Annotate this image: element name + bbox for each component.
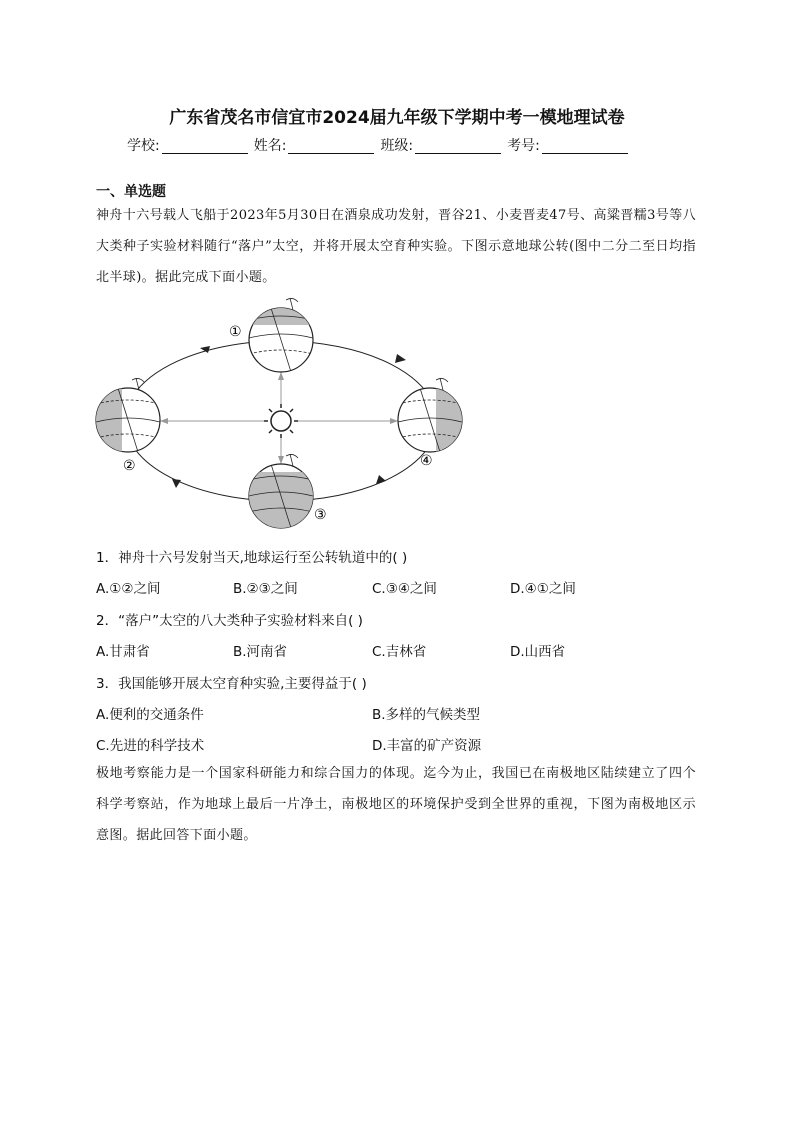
orbit-arrow [172, 479, 181, 488]
intro-paragraph-1: 神舟十六号载人飞船于2023年5月30日在酒泉成功发射，晋谷21、小麦晋麦47号、高粱晋糯3号等八大类种子实验材料随行“落户”太空，并将开展太空育种实验。下图示意地球公转(图中二分二至日均指北半球)。据此完成下面小题。 [96, 208, 696, 285]
earth-revolution-figure [90, 290, 470, 535]
class-label: 班级: [380, 138, 414, 154]
school-blank [162, 137, 248, 154]
question-1-option-c[interactable]: C.③④之间 [372, 581, 437, 597]
student-info-row [127, 135, 634, 155]
figure-label-2: ② [123, 458, 136, 474]
question-1-option-a[interactable]: A.①②之间 [96, 581, 161, 597]
intro-paragraph-2: 极地考察能力是一个国家科研能力和综合国力的体现。迄今为止，我国已在南极地区陆续建立了四个科学考察站，作为地球上最后一片净土，南极地区的环境保护受到全世界的重视，下图为南极地区示意图。据此回答下面小题。 [96, 766, 696, 843]
question-3-option-a[interactable]: A.便利的交通条件 [96, 707, 204, 723]
earth-position-4 [398, 378, 462, 452]
question-1-stem: 1．神舟十六号发射当天,地球运行至公转轨道中的( ) [96, 550, 408, 566]
question-3-option-b[interactable]: B.多样的气候类型 [372, 707, 481, 723]
figure-label-3: ③ [314, 507, 327, 523]
question-2-option-a[interactable]: A.甘肃省 [96, 644, 150, 660]
figure-label-1: ① [229, 324, 242, 340]
earth-position-2 [96, 378, 160, 452]
question-2-stem: 2．“落户”太空的八大类种子实验材料来自( ) [96, 613, 363, 629]
earth-position-1 [249, 298, 313, 372]
name-blank [288, 137, 374, 154]
school-label: 学校: [127, 138, 160, 154]
question-2-option-d[interactable]: D.山西省 [510, 644, 566, 660]
name-label: 姓名: [253, 138, 287, 154]
question-2-option-c[interactable]: C.吉林省 [372, 644, 427, 660]
question-3-option-c[interactable]: C.先进的科学技术 [96, 738, 205, 754]
figure-label-4: ④ [420, 453, 433, 469]
question-2-option-b[interactable]: B.河南省 [233, 644, 288, 660]
exam-title: 广东省茂名市信宜市2024届九年级下学期中考一模地理试卷 [169, 108, 625, 128]
question-1-option-d[interactable]: D.④①之间 [510, 581, 576, 597]
earth-position-3 [249, 454, 313, 528]
class-blank [415, 137, 501, 154]
exam-number-blank [542, 137, 628, 154]
question-3-option-d[interactable]: D.丰富的矿产资源 [372, 738, 482, 754]
section-heading: 一、单选题 [96, 184, 166, 200]
question-1-option-b[interactable]: B.②③之间 [233, 581, 298, 597]
exam-number-label: 考号: [507, 138, 540, 154]
question-3-stem: 3．我国能够开展太空育种实验,主要得益于( ) [96, 676, 367, 692]
orbit-arrow [395, 354, 406, 363]
sun-icon [264, 404, 298, 438]
